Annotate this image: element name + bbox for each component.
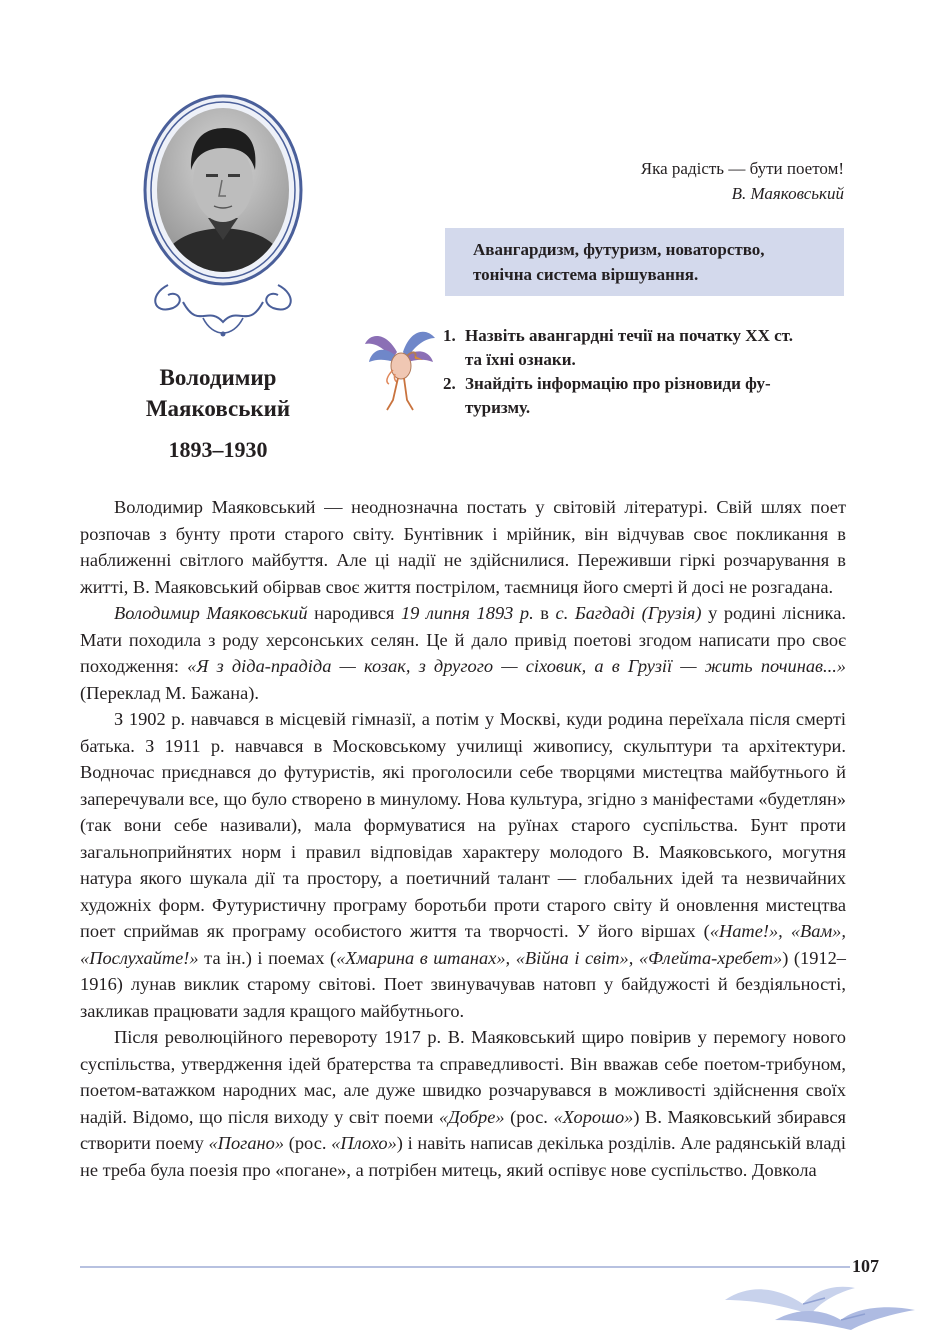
question-item	[443, 324, 843, 372]
bird-icon	[363, 322, 437, 414]
question-text: туризму.	[465, 398, 531, 417]
question-text: Знайдіть інформацію про різновиди фу-	[465, 374, 771, 393]
author-portrait	[128, 90, 318, 340]
keywords-line: Авангардизм, футуризм, новаторство,	[473, 240, 765, 259]
main-text	[80, 494, 846, 1183]
question-number: 1.	[443, 326, 456, 345]
footer-rule	[80, 1266, 850, 1268]
keywords-box	[445, 228, 844, 296]
author-years: 1893–1930	[168, 437, 268, 462]
questions-list	[443, 324, 843, 420]
author-name	[98, 362, 338, 424]
question-text: та їхні ознаки.	[465, 350, 576, 369]
paragraph: З 1902 р. навчався в місцевій гімназії, а потім у Москві, куди родина переїхала після смерті батька. З 1911 р. навчався в Московському училищі живопису, скульптури та архітектури. Водночас приєднався до футуристів, які проголосили себе творцями мистецтва майбутнього й заперечували все, що було створено в минулому. Нова культура, згідно з маніфестами «будетлян» (так вони себе називали), мала формуватися на руїнах старого суспільства. Бунт проти загальноприйнятих норм і правил відповідав характеру молодого В. Маяковського, могутня натура якого шукала дії та простору, а поетичний талант — глобальних ідей та незвичайних художніх форм. Футуристичну програму боротьби проти старого світу й оновлення мистецтва поет сприймав як програму особистого життя та творчості. У його віршах («Нате!», «Вам», «Послухайте!» та ін.) і поемах («Хмарина в штанах», «Війна і світ», «Флейта-хребет») (1912–1916) лунав виклик старому світові. Поет звинувачував натовп у байдужості й бездіяльності, закликав працювати задля кращого майбутнього.	[80, 709, 846, 1021]
flying-birds-icon	[715, 1270, 930, 1336]
question-number: 2.	[443, 374, 456, 393]
paragraph: Після революційного перевороту 1917 р. В. Маяковський щиро повірив у перемогу нового суспільства, утвердження ідей братерства та справедливості. Він вважав себе поетом-трибуном, поетом-ватажком народних мас, але дуже швидко розчарувався в можливості здійснення своїх надій. Відомо, що після виходу у світ поеми «Добре» (рос. «Хорошо») В. Маяковський збирався створити поему «Погано» (рос. «Плохо») і навіть написав декілька розділів. Але радянській владі не треба була поезія про «погане», а потрібен митець, який оспівує нове суспільство. Довкола	[80, 1027, 846, 1180]
epigraph-source: В. Маяковський	[731, 184, 844, 203]
keywords-line: тонічна система віршування.	[473, 265, 699, 284]
paragraph: Володимир Маяковський — неоднозначна постать у світовій літературі. Свій шлях поет розпочав з бунту проти старого світу. Бунтівник і мрійник, він відчував своє покликання в наближенні світлого майбуття. Але ці надії не здійснилися. Переживши гіркі розчарування в житті, В. Маяковський обірвав своє життя пострілом, таємниця його смерті й досі не розгадана.	[80, 497, 846, 597]
question-item	[443, 372, 843, 420]
epigraph-quote: Яка радість — бути поетом!	[640, 159, 844, 178]
question-text: Назвіть авангардні течії на початку ХХ ст.	[465, 326, 793, 345]
paragraph: Володимир Маяковський народився 19 липня 1893 р. в с. Багдаді (Грузія) у родині лісника. Мати походила з роду херсонських селян. Це й дало привід поетові згодом написати про своє походження: «Я з діда-прадіда — козак, з другого — сіховик, а в Грузії — жить починав...» (Переклад М. Бажана).	[80, 603, 846, 703]
epigraph	[641, 156, 844, 206]
author-last-name: Маяковський	[145, 396, 291, 421]
page-number: 107	[852, 1256, 879, 1276]
author-first-name: Володимир	[159, 365, 277, 390]
